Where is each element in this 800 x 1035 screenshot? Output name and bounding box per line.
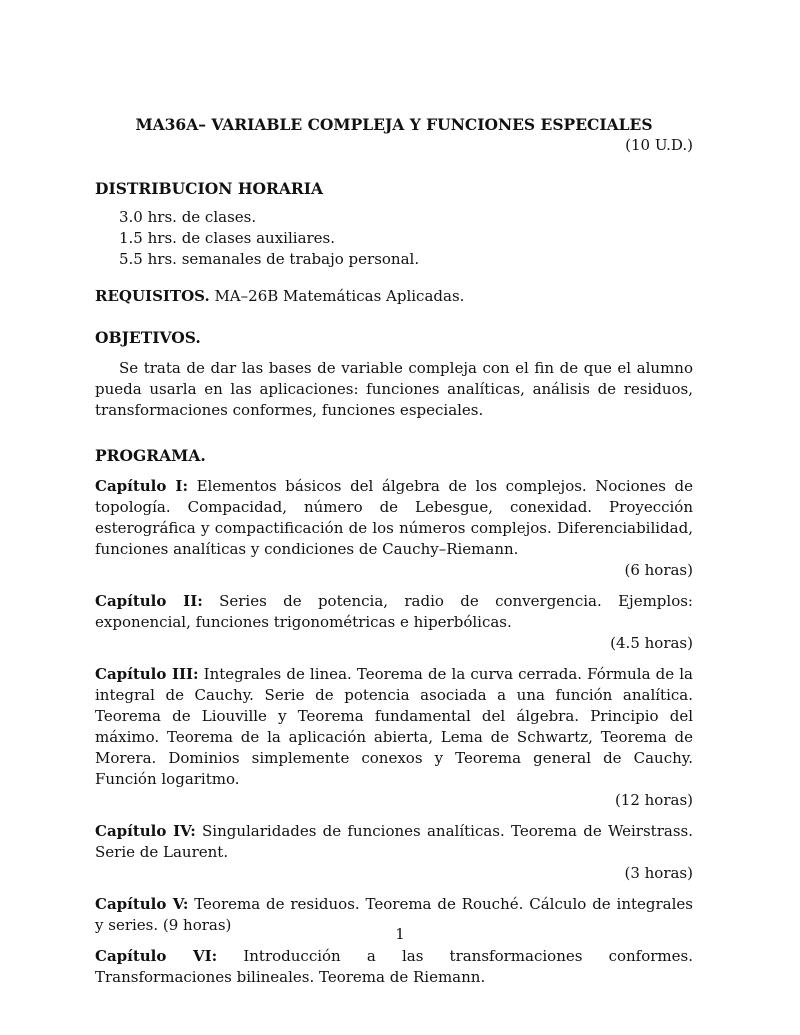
requisitos-text: MA–26B Matemáticas Aplicadas. — [214, 287, 465, 305]
chapter-text: Singularidades de funciones analíticas. Teorema de Weirstrass. Serie de Laurent. — [95, 822, 693, 861]
document-page — [95, 100, 693, 988]
chapter-text: Introducción a las transformaciones conformes. Transformaciones bilineales. Teorema de Riemann. — [95, 947, 693, 986]
chapter-label: Capítulo I: — [95, 477, 188, 495]
chapter-label: Capítulo III: — [95, 665, 199, 683]
chapter-duration: (3 horas) — [624, 864, 693, 882]
chapter-text: Integrales de linea. Teorema de la curva cerrada. Fórmula de la integral de Cauchy. Serie de potencia asociada a una función analítica. Teorema de Liouville y Teorema fundamental del álgebra. Principio del máximo. Teorema de la aplicación abierta, Lema de Schwartz, Teorema de Morera. Dominios simplemente conexos y Teorema general de Cauchy. Función logaritmo. — [95, 665, 693, 788]
chapter-duration: (6 horas) — [624, 561, 693, 579]
chapter-text: Teorema de residuos. Teorema de Rouché. Cálculo de integrales y series. (9 horas) — [95, 895, 693, 934]
hours-item: 1.5 hrs. de clases auxiliares. — [119, 229, 336, 247]
course-title: MA36A– VARIABLE COMPLEJA Y FUNCIONES ESPECIALES — [135, 115, 653, 134]
objetivos-text: Se trata de dar las bases de variable compleja con el fin de que el alumno pueda usarla en las aplicaciones: funciones analíticas, análisis de residuos, transformaciones conformes, funciones especiales. — [95, 359, 693, 419]
programa-heading: PROGRAMA. — [95, 446, 206, 465]
requisitos-label: REQUISITOS. — [95, 287, 210, 305]
chapter-text: Elementos básicos del álgebra de los complejos. Nociones de topología. Compacidad, número de Lebesgue, conexidad. Proyección esterográfica y compactificación de los números complejos. Diferenciabilidad, funciones analíticas y condiciones de Cauchy–Riemann. — [95, 477, 693, 558]
objetivos-heading: OBJETIVOS. — [95, 328, 201, 347]
requisitos-line — [95, 286, 693, 307]
chapter-label: Capítulo II: — [95, 592, 203, 610]
distribucion-heading: DISTRIBUCION HORARIA — [95, 179, 324, 198]
chapter-4 — [95, 821, 693, 884]
chapter-6 — [95, 946, 693, 988]
hours-item: 5.5 hrs. semanales de trabajo personal. — [119, 250, 420, 268]
chapter-3 — [95, 664, 693, 811]
chapter-1 — [95, 476, 693, 581]
hours-item: 3.0 hrs. de clases. — [119, 208, 257, 226]
chapter-label: Capítulo VI: — [95, 947, 218, 965]
chapter-label: Capítulo IV: — [95, 822, 196, 840]
chapter-duration: (4.5 horas) — [610, 634, 693, 652]
chapter-2 — [95, 591, 693, 654]
page-number: 1 — [395, 925, 405, 943]
course-units: (10 U.D.) — [625, 136, 693, 154]
chapter-duration: (12 horas) — [614, 791, 693, 809]
hours-list — [119, 207, 693, 270]
chapter-text: Series de potencia, radio de convergencia. Ejemplos: exponencial, funciones trigonométricas e hiperbólicas. — [95, 592, 693, 631]
chapter-label: Capítulo V: — [95, 895, 189, 913]
